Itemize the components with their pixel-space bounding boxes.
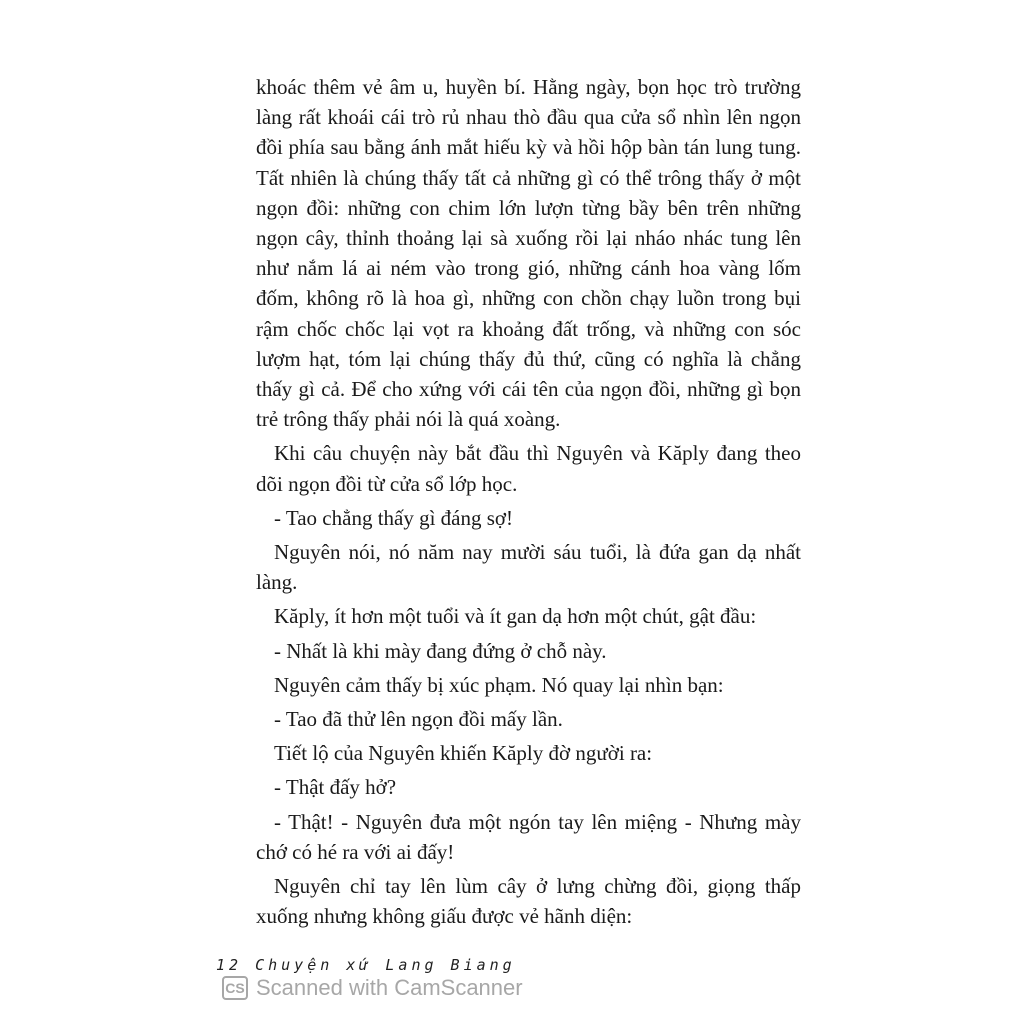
dialogue-line: - Nhất là khi mày đang đứng ở chỗ này. bbox=[274, 638, 607, 663]
paragraph-narration: Nguyên chỉ tay lên lùm cây ở lưng chừng đồi, giọng thấp xuống nhưng không giấu được vẻ hãnh diện: bbox=[256, 874, 801, 929]
book-title: Chuyện xứ Lang Biang bbox=[255, 956, 516, 974]
paragraph-narration: Tiết lộ của Nguyên khiến Kăply đờ người ra: bbox=[274, 741, 653, 766]
camscanner-logo-icon: CS bbox=[222, 976, 248, 1000]
dialogue-line: - Tao đã thử lên ngọn đồi mấy lần. bbox=[274, 707, 563, 732]
paragraph-narration: Nguyên nói, nó năm nay mười sáu tuổi, là đứa gan dạ nhất làng. bbox=[256, 540, 801, 595]
dialogue-line: - Thật đấy hở? bbox=[274, 775, 397, 800]
dialogue-line: - Tao chẳng thấy gì đáng sợ! bbox=[274, 505, 514, 530]
paragraph-story-begins: Khi câu chuyện này bắt đầu thì Nguyên và Kăply đang theo dõi ngọn đồi từ cửa sổ lớp học. bbox=[256, 441, 801, 496]
scanner-watermark bbox=[222, 975, 523, 1001]
page-footer bbox=[216, 956, 516, 974]
body-text bbox=[256, 72, 801, 935]
paragraph-narration: Nguyên cảm thấy bị xúc phạm. Nó quay lại nhìn bạn: bbox=[274, 672, 724, 697]
watermark-text: Scanned with CamScanner bbox=[256, 975, 523, 1000]
paragraph-opening: khoác thêm vẻ âm u, huyền bí. Hằng ngày, bọn học trò trường làng rất khoái cái trò rủ nhau thò đầu qua cửa sổ nhìn lên ngọn đồi phía sau bằng ánh mắt hiếu kỳ và hồi hộp bàn tán lung tung. Tất nhiên là chúng thấy tất cả những gì có thể trông thấy ở một ngọn đồi: những con chim lớn lượn từng bầy bên trên những ngọn cây, thỉnh thoảng lại sà xuống rồi lại nháo nhác tung lên như nắm lá ai ném vào trong gió, những cánh hoa vàng lốm đốm, không rõ là hoa gì, những con chồn chạy luồn trong bụi rậm chốc chốc lại vọt ra khoảng đất trống, và những con sóc lượm hạt, tóm lại chúng thấy đủ thứ, cũng có nghĩa là chẳng thấy gì cả. Để cho xứng với cái tên của ngọn đồi, những gì bọn trẻ trông thấy phải nói là quá xoàng. bbox=[256, 75, 801, 432]
paragraph-narration: Kăply, ít hơn một tuổi và ít gan dạ hơn một chút, gật đầu: bbox=[274, 604, 757, 629]
dialogue-line: - Thật! - Nguyên đưa một ngón tay lên miệng - Nhưng mày chớ có hé ra với ai đấy! bbox=[256, 809, 801, 864]
page-number: 12 bbox=[216, 956, 243, 974]
